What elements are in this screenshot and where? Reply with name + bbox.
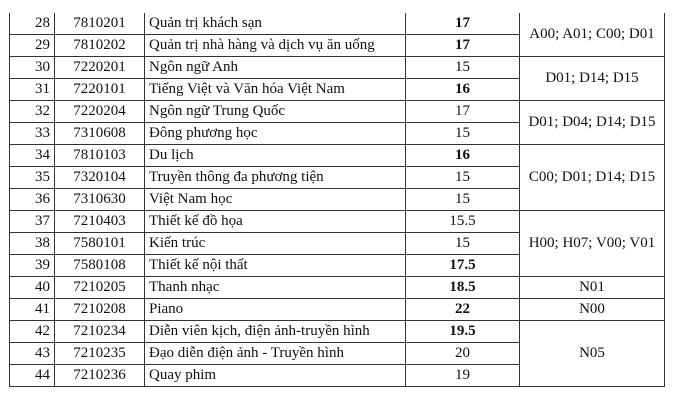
- row-number: 42: [10, 321, 55, 343]
- major-name: Quản trị khách sạn: [145, 13, 406, 35]
- major-code: 7210208: [55, 299, 145, 321]
- row-number: 39: [10, 255, 55, 277]
- major-code: 7310630: [55, 189, 145, 211]
- table-body: [10, 13, 665, 387]
- table-row: [10, 321, 665, 343]
- table-row: [10, 101, 665, 123]
- row-number: 30: [10, 57, 55, 79]
- admission-score: 22: [406, 299, 520, 321]
- admission-score: 15: [406, 189, 520, 211]
- row-number: 35: [10, 167, 55, 189]
- row-number: 41: [10, 299, 55, 321]
- major-code: 7220201: [55, 57, 145, 79]
- subject-combination: N00: [520, 299, 665, 321]
- row-number: 44: [10, 365, 55, 387]
- admission-score: 15.5: [406, 211, 520, 233]
- major-code: 7220101: [55, 79, 145, 101]
- table-row: [10, 57, 665, 79]
- subject-combination: C00; D01; D14; D15: [520, 145, 665, 211]
- major-code: 7310608: [55, 123, 145, 145]
- major-code: 7810201: [55, 13, 145, 35]
- admission-scores-table: [9, 13, 665, 387]
- table-row: [10, 145, 665, 167]
- admission-score: 15: [406, 167, 520, 189]
- major-name: Diễn viên kịch, điện ảnh-truyền hình: [145, 321, 406, 343]
- admission-score: 16: [406, 79, 520, 101]
- table-row: [10, 299, 665, 321]
- major-name: Ngôn ngữ Trung Quốc: [145, 101, 406, 123]
- major-name: Quay phim: [145, 365, 406, 387]
- admission-score: 15: [406, 57, 520, 79]
- major-name: Thiết kế nội thất: [145, 255, 406, 277]
- major-code: 7210235: [55, 343, 145, 365]
- admission-score: 17: [406, 35, 520, 57]
- row-number: 37: [10, 211, 55, 233]
- major-code: 7210403: [55, 211, 145, 233]
- admission-score: 19: [406, 365, 520, 387]
- major-name: Du lịch: [145, 145, 406, 167]
- row-number: 43: [10, 343, 55, 365]
- major-code: 7210205: [55, 277, 145, 299]
- admission-score: 16: [406, 145, 520, 167]
- major-name: Tiếng Việt và Văn hóa Việt Nam: [145, 79, 406, 101]
- subject-combination: D01; D14; D15: [520, 57, 665, 101]
- major-name: Piano: [145, 299, 406, 321]
- major-name: Kiến trúc: [145, 233, 406, 255]
- subject-combination: N01: [520, 277, 665, 299]
- major-code: 7810103: [55, 145, 145, 167]
- major-name: Đạo diễn điện ảnh - Truyền hình: [145, 343, 406, 365]
- major-name: Ngôn ngữ Anh: [145, 57, 406, 79]
- major-code: 7210234: [55, 321, 145, 343]
- major-name: Việt Nam học: [145, 189, 406, 211]
- row-number: 40: [10, 277, 55, 299]
- major-code: 7320104: [55, 167, 145, 189]
- major-code: 7810202: [55, 35, 145, 57]
- row-number: 36: [10, 189, 55, 211]
- major-name: Đông phương học: [145, 123, 406, 145]
- admission-score: 15: [406, 233, 520, 255]
- major-code: 7580101: [55, 233, 145, 255]
- row-number: 34: [10, 145, 55, 167]
- major-name: Thanh nhạc: [145, 277, 406, 299]
- row-number: 28: [10, 13, 55, 35]
- admission-score: 18.5: [406, 277, 520, 299]
- major-name: Truyền thông đa phương tiện: [145, 167, 406, 189]
- subject-combination: N05: [520, 321, 665, 387]
- subject-combination: H00; H07; V00; V01: [520, 211, 665, 277]
- row-number: 33: [10, 123, 55, 145]
- major-name: Thiết kế đồ họa: [145, 211, 406, 233]
- admission-score: 20: [406, 343, 520, 365]
- major-code: 7220204: [55, 101, 145, 123]
- admission-score: 15: [406, 123, 520, 145]
- row-number: 32: [10, 101, 55, 123]
- subject-combination: D01; D04; D14; D15: [520, 101, 665, 145]
- row-number: 31: [10, 79, 55, 101]
- admission-score: 17.5: [406, 255, 520, 277]
- major-code: 7580108: [55, 255, 145, 277]
- row-number: 29: [10, 35, 55, 57]
- table-row: [10, 211, 665, 233]
- major-code: 7210236: [55, 365, 145, 387]
- table-row: [10, 13, 665, 35]
- major-name: Quản trị nhà hàng và dịch vụ ăn uống: [145, 35, 406, 57]
- admission-score: 17: [406, 13, 520, 35]
- subject-combination: A00; A01; C00; D01: [520, 13, 665, 57]
- row-number: 38: [10, 233, 55, 255]
- table-row: [10, 277, 665, 299]
- admission-score: 19.5: [406, 321, 520, 343]
- admission-score: 17: [406, 101, 520, 123]
